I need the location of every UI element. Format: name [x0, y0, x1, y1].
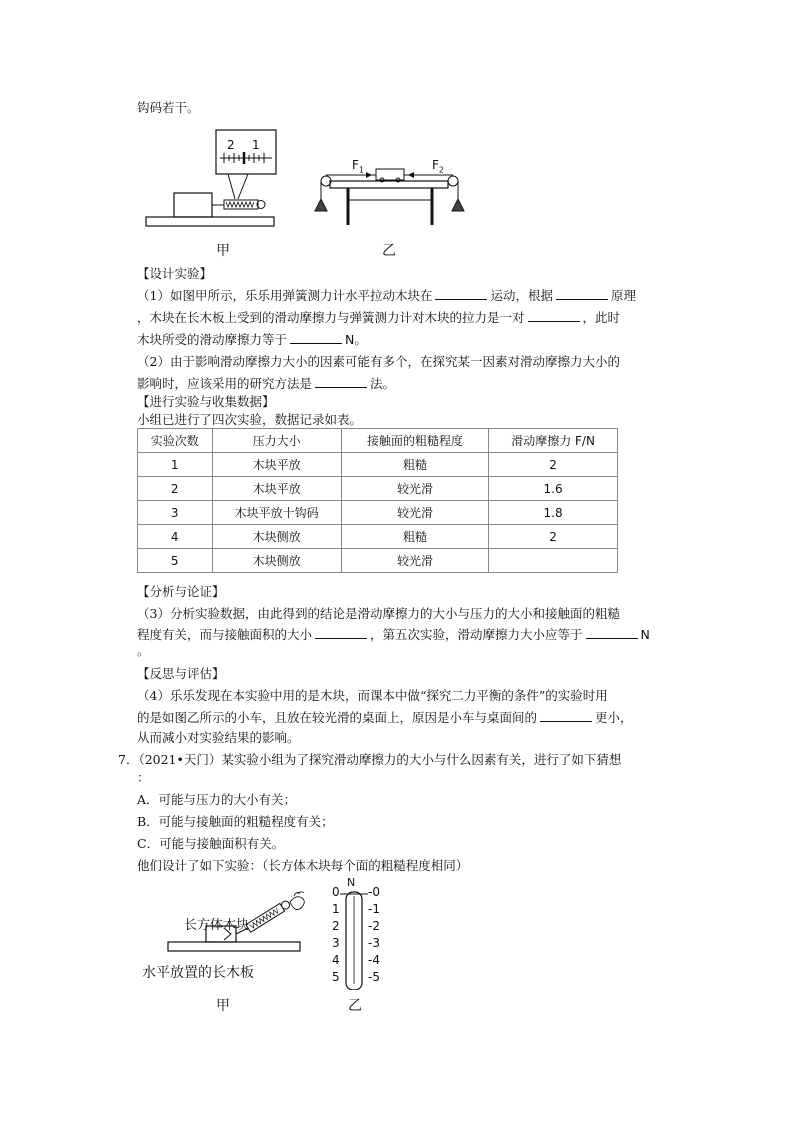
collect-intro: 小组已进行了四次实验，数据记录如表。	[137, 412, 363, 427]
q1-line1: （1）如图甲所示，乐乐用弹簧测力计水平拉动木块在 运动，根据 原理	[137, 288, 636, 303]
table-row	[138, 549, 618, 573]
table-cell: 2	[489, 453, 618, 477]
caption-jia-2: 甲	[216, 998, 230, 1014]
q3-line2: 程度有关，而与接触面积的大小 ，第五次实验，滑动摩擦力大小应等于 N	[137, 627, 650, 642]
blank-1[interactable]	[435, 287, 487, 300]
table-cell: 1.6	[489, 477, 618, 501]
heading-analysis: 【分析与论证】	[137, 584, 225, 599]
caption-yi: 乙	[382, 243, 396, 259]
hypothesis-b: B．可能与接触面的粗糙程度有关；	[137, 814, 334, 829]
table-cell: 木块平放十钩码	[212, 501, 341, 525]
table-header: 接触面的粗糙程度	[341, 429, 488, 453]
table-cell: 木块平放	[212, 453, 341, 477]
intro-tail: 钩码若干。	[137, 100, 200, 115]
table-cell: 较光滑	[341, 549, 488, 573]
tick-label: 2	[332, 919, 340, 933]
blank-3[interactable]	[528, 309, 580, 322]
gauge-ticks-left	[332, 884, 340, 986]
table-row	[138, 453, 618, 477]
table-cell: 2	[489, 525, 618, 549]
blank-2[interactable]	[556, 287, 608, 300]
q4-line3: 从而减小对实验结果的影响。	[137, 730, 300, 745]
hypothesis-a: A．可能与压力的大小有关；	[137, 792, 297, 807]
label-board: 水平放置的长木板	[142, 965, 254, 981]
table-header: 压力大小	[212, 429, 341, 453]
table-header-row	[138, 429, 618, 453]
table-cell-empty[interactable]	[489, 549, 618, 573]
problem7-stem: 7．（2021•天门）某实验小组为了探究滑动摩擦力的大小与什么因素有关，进行了如下猜想	[118, 752, 622, 767]
table-cell: 2	[138, 477, 213, 501]
table-cell: 1.8	[489, 501, 618, 525]
heading-reflect: 【反思与评估】	[137, 666, 225, 681]
table-row	[138, 477, 618, 501]
figure-1-diagram	[140, 125, 480, 245]
tick-label: -0	[368, 885, 380, 899]
table-cell: 较光滑	[341, 477, 488, 501]
blank-7[interactable]	[586, 626, 638, 639]
q2-line1: （2）由于影响滑动摩擦力大小的因素可能有多个，在探究某一因素对滑动摩擦力大小的	[137, 354, 620, 369]
heading-design: 【设计实验】	[137, 266, 213, 281]
tick-label: -4	[368, 953, 380, 967]
tick-label: -1	[368, 902, 380, 916]
gauge-ticks-right	[368, 884, 380, 986]
tick-label: 0	[332, 885, 340, 899]
q1-line3: 木块所受的滑动摩擦力等于 N。	[137, 332, 367, 347]
caption-jia: 甲	[216, 243, 230, 259]
table-cell: 4	[138, 525, 213, 549]
scale-mark-left: 2	[227, 138, 235, 152]
table-header: 滑动摩擦力 F/N	[489, 429, 618, 453]
blank-4[interactable]	[290, 331, 342, 344]
blank-5[interactable]	[315, 375, 367, 388]
q4-line1: （4）乐乐发现在本实验中用的是木块，而课本中做“探究二力平衡的条件”的实验时用	[137, 688, 608, 703]
gauge-unit: N	[347, 876, 356, 889]
q1-line2: ，木块在长木板上受到的滑动摩擦力与弹簧测力计对木块的拉力是一对 ，此时	[137, 310, 621, 325]
tick-label: -2	[368, 919, 380, 933]
scale-mark-right: 1	[252, 138, 260, 152]
table-row	[138, 525, 618, 549]
tick-label: 5	[332, 970, 340, 984]
force-label-f2: $F_2$	[432, 158, 444, 175]
tick-label: -3	[368, 936, 380, 950]
q3-line3: 。	[137, 643, 150, 658]
table-cell: 粗糙	[341, 453, 488, 477]
tick-label: -5	[368, 970, 380, 984]
heading-collect: 【进行实验与收集数据】	[137, 394, 275, 409]
table-cell: 1	[138, 453, 213, 477]
table-row	[138, 501, 618, 525]
q2-line2: 影响时，应该采用的研究方法是 法。	[137, 376, 396, 391]
table-cell: 粗糙	[341, 525, 488, 549]
table-cell: 木块侧放	[212, 525, 341, 549]
problem7-design: 他们设计了如下实验：（长方体木块每个面的粗糙程度相同）	[137, 858, 469, 873]
hypothesis-c: C．可能与接触面积有关。	[137, 836, 285, 851]
tick-label: 1	[332, 902, 340, 916]
tick-label: 4	[332, 953, 340, 967]
table-header: 实验次数	[138, 429, 213, 453]
table-cell: 较光滑	[341, 501, 488, 525]
force-label-f1: $F_1$	[352, 158, 364, 175]
q4-line2: 的是如图乙所示的小车，且放在较光滑的桌面上，原因是小车与桌面间的 更小，	[137, 710, 633, 725]
blank-8[interactable]	[540, 709, 592, 722]
table-cell: 5	[138, 549, 213, 573]
table-cell: 木块平放	[212, 477, 341, 501]
blank-6[interactable]	[315, 626, 367, 639]
label-block: 长方体木块	[184, 918, 250, 933]
problem7-stem-tail: ：	[137, 770, 150, 785]
table-cell: 木块侧放	[212, 549, 341, 573]
table-cell: 3	[138, 501, 213, 525]
caption-yi-2: 乙	[348, 998, 362, 1014]
tick-label: 3	[332, 936, 340, 950]
data-table	[137, 428, 618, 573]
q3-line1: （3）分析实验数据，由此得到的结论是滑动摩擦力的大小与压力的大小和接触面的粗糙	[137, 606, 620, 621]
